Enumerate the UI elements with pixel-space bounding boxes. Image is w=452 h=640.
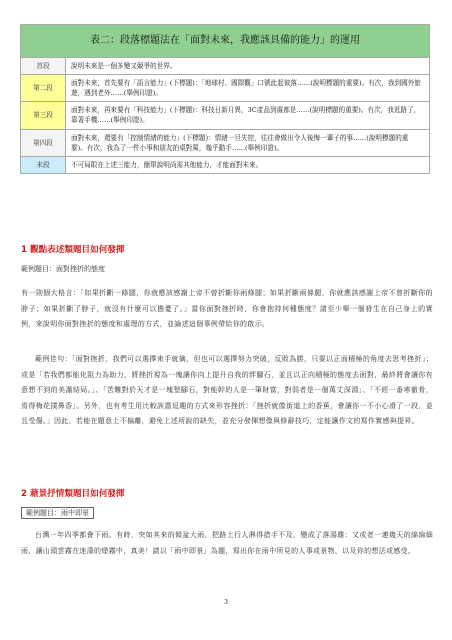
stage-content: 面對未來，首先要有「語言能力」(下標題)：「地球村、國際觀」口號此起彼落……(說明標題的重要)。有次，我到國外旅遊，遇到老外……(舉例印證)。: [66, 74, 430, 101]
paragraph-heading-strategy-table: [20, 24, 430, 174]
stage-label: 第三段: [21, 102, 66, 129]
stage-label: 首段: [21, 57, 66, 74]
stage-content: 不可局限在上述三能力，簡單說明尚需其他能力，才能面對未來。: [66, 157, 430, 174]
stage-label: 第四段: [21, 129, 66, 156]
section-1-example-title: 範例題目：面對挫折的態度: [21, 265, 105, 273]
stage-label: 末段: [21, 157, 66, 174]
table-title: 表二：段落標題法在「面對未來，我應該具備的能力」的運用: [21, 25, 430, 58]
strategy-table-container: [20, 24, 430, 174]
page-number: 3: [223, 598, 229, 606]
table-row: [21, 74, 430, 101]
section-1-heading: 1 觀點表述類題目如何發揮: [21, 245, 125, 255]
stage-content: 說明未來是一個多變又競爭的世界。: [66, 57, 430, 74]
section-2-heading: 2 藉景抒情類題目如何發揮: [21, 489, 125, 499]
section-2-example-title-box: [21, 508, 94, 518]
stage-label: 第二段: [21, 74, 66, 101]
table-title-row: [21, 25, 430, 58]
table-row: [21, 102, 430, 129]
stage-content: 面對未來，再來要有「科技能力」(下標題)：科技日新月異，3C產品到處都是……(說明標題的重要)。有次，我逛路了，靠著手機……(舉例印證)。: [66, 102, 430, 129]
section-2-example-title: 範例題目：雨中即景: [21, 507, 94, 519]
table-row: [21, 129, 430, 156]
stage-content: 面對未來，還要有「控制情緒的能力」(下標題)：情緒一旦失控，往往會做出令人後悔一輩子的事……(說明標題的重要)。有次，我為了一件小事和朋友拍桌對罵，幾乎動手……(舉例印證)。: [66, 129, 430, 156]
table-row: [21, 157, 430, 174]
section-2-prompt-paragraph: 台灣一年四季都會下雨。有時，突如其來的傾盆大雨，把路上行人淋得措手不及，變成了落湯雞：又或者一連幾天的綿綿細雨，讓山頭雲霧在迷濛的煙霧中，真美！請以「雨中即景」為題，寫出你在雨中所見的人事或景物，以及你的想法或感受。: [21, 531, 433, 555]
section-1-sample-paragraph: 範例佳句：「面對挫折，我們可以選擇束手就擒，但也可以選擇努力突破，反敗為勝，只要以正面積極的角度去思考挫折」；或是「若我們都能化阻力為助力，將挫折視為一塊讓你向上提升自我的絆腳石，並且以正向積極的態度去面對，最終將會讓你有意想不到的美滿結局。」、「苦難對於天才是一塊墊腳石，對能幹的人是一筆財富，對弱者是一個萬丈深淵」、「不經一番寒徹骨，焉得梅花撲鼻香」。另外，也有考生用比較詼諧逗趣的方式來形容挫折：「挫折就像街道上的香蕉，會讓你一不小心滑了一段，並且受傷。」因此，若能在題意上不偏離，避免上述所說的缺失，並充分發揮想像與修辭技巧，定能讓作文的寫作實感與提昇。: [21, 355, 433, 425]
section-1-prompt-paragraph: 有一則個大格言：「如果折斷一條腿，你就應該感謝上帝不曾折斷你兩條腿；如果折斷兩條腿，你就應該感謝上帝不曾折斷你的脖子；如果折斷了脖子，就沒有什麼可以擔憂了。」當你面對挫折時，你會抱持何種態度？請至少舉一個發生在自己身上的實例，來說明你面對挫折的態度和處理的方式，並論述這個事例帶給你的啟示。: [21, 289, 433, 328]
table-row: [21, 57, 430, 74]
